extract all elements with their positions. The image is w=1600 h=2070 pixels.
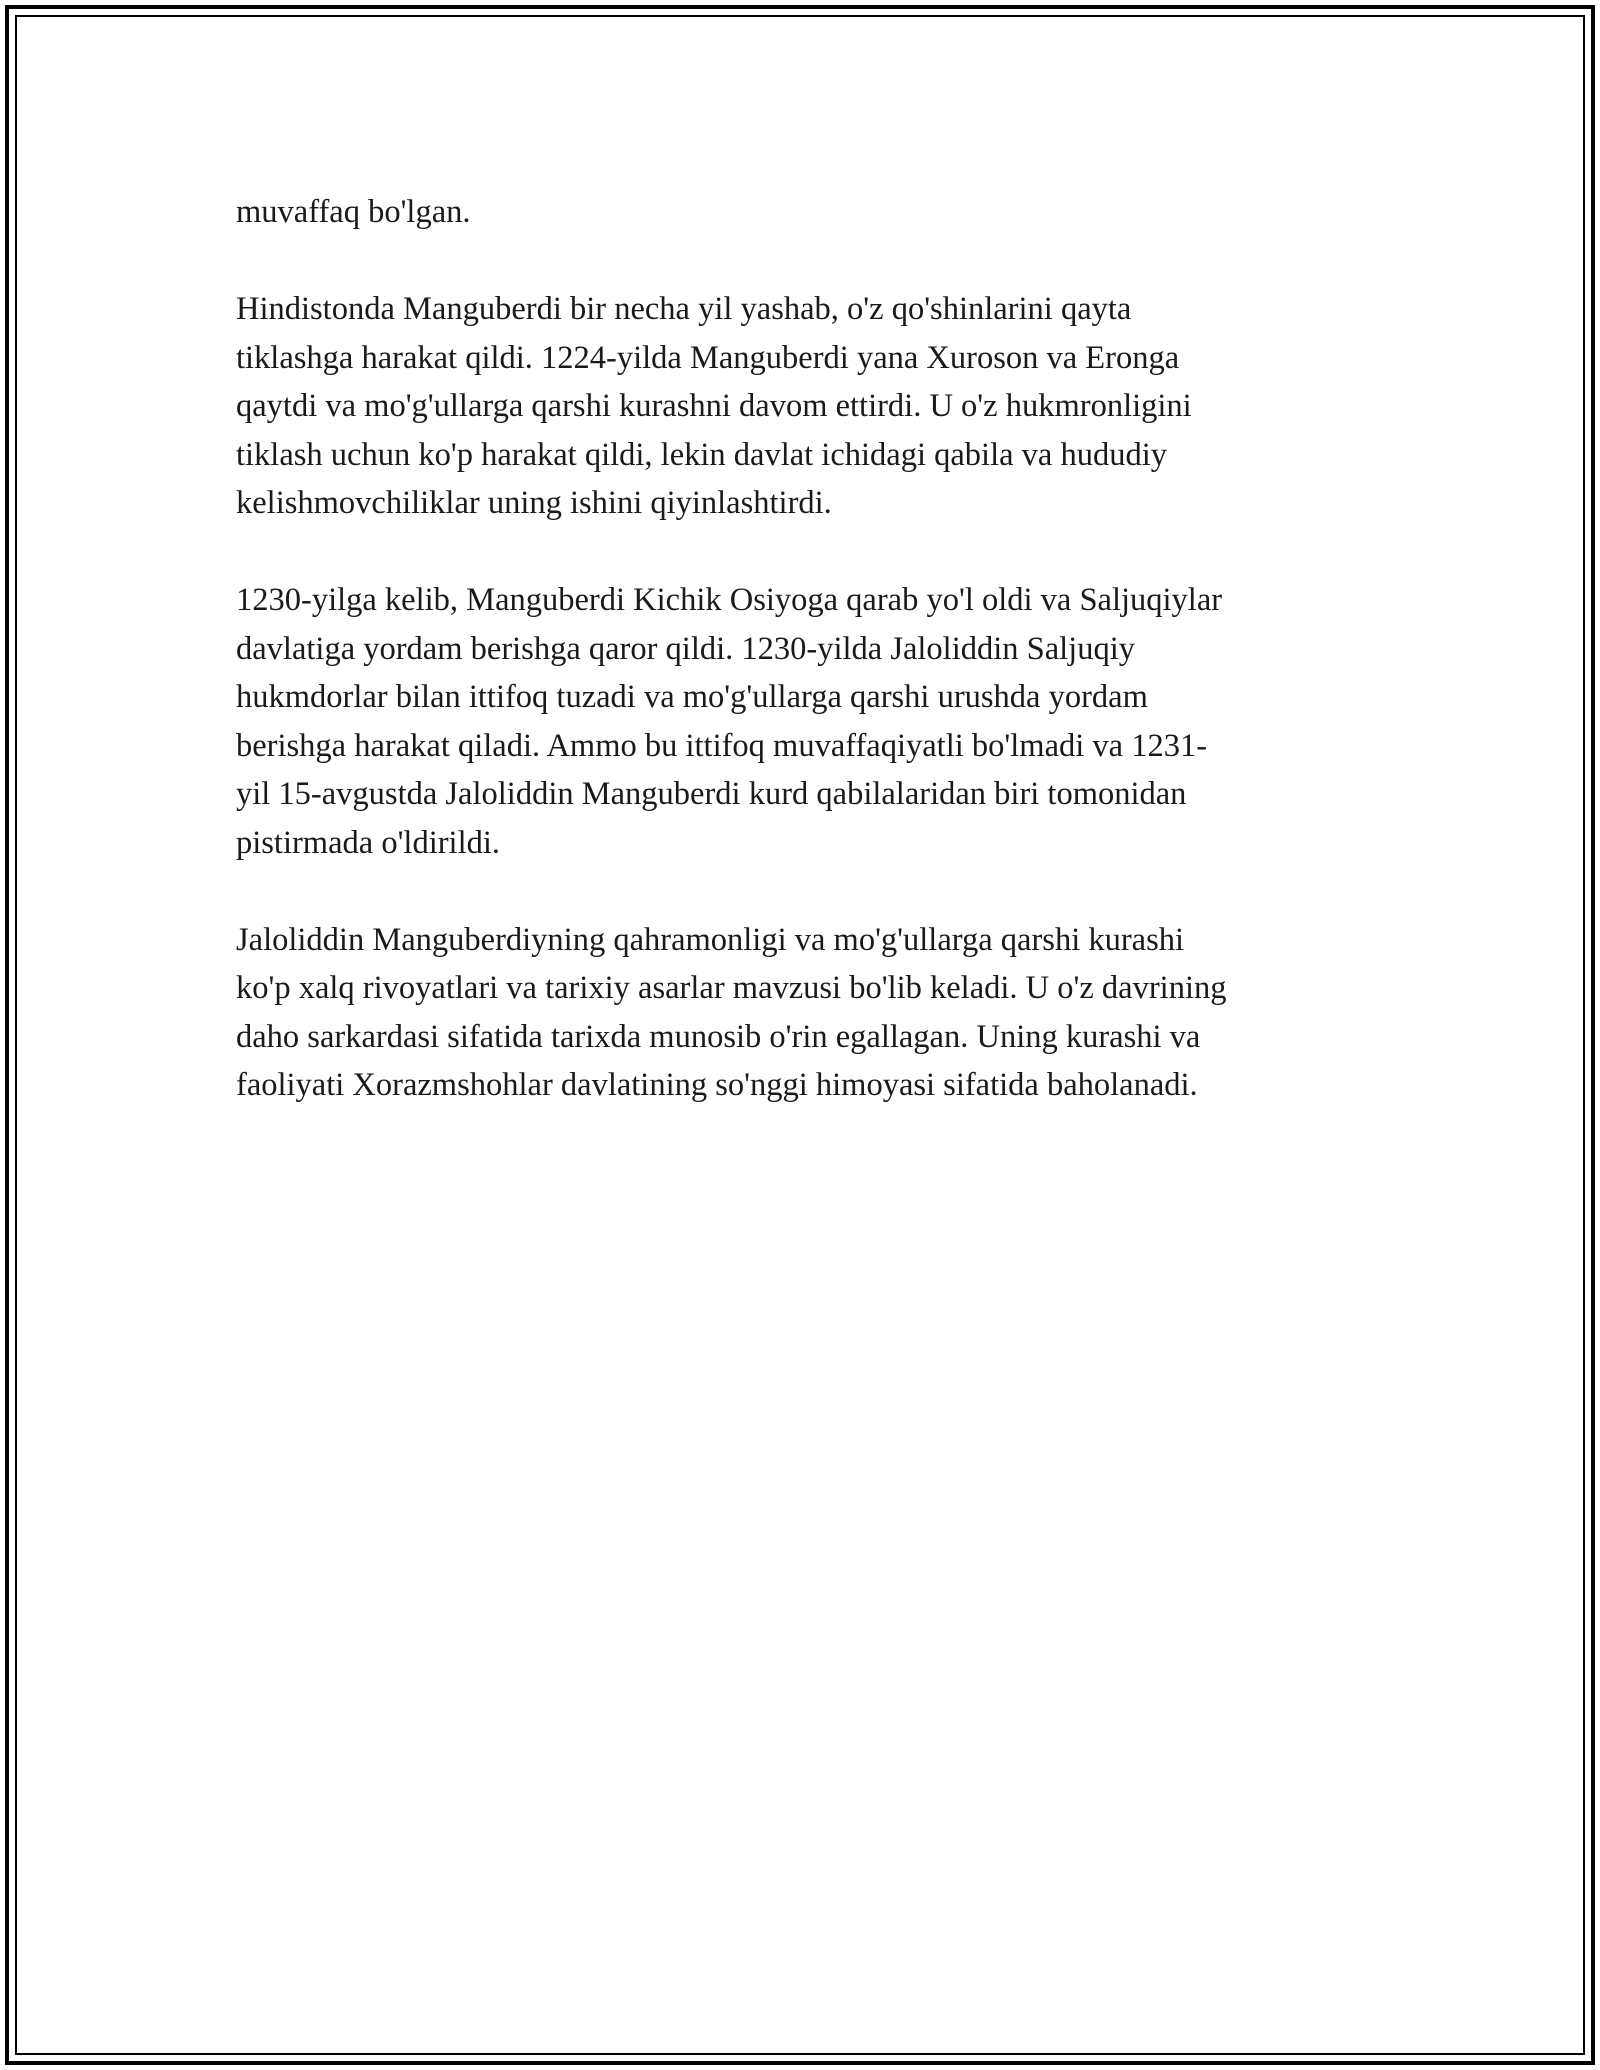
paragraph [236, 285, 1366, 528]
text-line: tiklashga harakat qildi. 1224-yilda Manguberdi yana Xuroson va Eronga [236, 339, 1180, 376]
text-line: yil 15-avgustda Jaloliddin Manguberdi kurd qabilalaridan biri tomonidan [236, 776, 1187, 812]
paragraph [236, 916, 1366, 1110]
text-line: Hindistonda Manguberdi bir necha yil yashab, o'z qo'shinlarini qayta [236, 291, 1132, 327]
paragraph [236, 188, 1366, 237]
text-line: daho sarkardasi sifatida tarixda munosib o'rin egallagan. Uning kurashi va [236, 1018, 1201, 1055]
text-line: pistirmada o'ldirildi. [236, 824, 501, 861]
text-line: 1230-yilga kelib, Manguberdi Kichik Osiyoga qarab yo'l oldi va Saljuqiylar [236, 582, 1223, 618]
text-line: berishga harakat qiladi. Ammo bu ittifoq muvaffaqiyatli bo'lmadi va 1231- [236, 727, 1208, 764]
text-line: faoliyati Xorazmshohlar davlatining so'nggi himoyasi sifatida baholanadi. [236, 1067, 1198, 1103]
paragraph [236, 576, 1366, 867]
text-line: Jaloliddin Manguberdiyning qahramonligi va mo'g'ullarga qarshi kurashi [236, 921, 1185, 958]
text-line: ko'p xalq rivoyatlari va tarixiy asarlar mavzusi bo'lib keladi. U o'z davrining [236, 970, 1227, 1006]
text-line: muvaffaq bo'lgan. [236, 194, 471, 230]
text-line: hukmdorlar bilan ittifoq tuzadi va mo'g'ullarga qarshi urushda yordam [236, 679, 1148, 715]
text-line: kelishmovchiliklar uning ishini qiyinlashtirdi. [236, 485, 832, 521]
text-line: qaytdi va mo'g'ullarga qarshi kurashni davom ettirdi. U o'z hukmronligini [236, 388, 1192, 424]
text-line: davlatiga yordam berishga qaror qildi. 1230-yilda Jaloliddin Saljuqiy [236, 630, 1135, 667]
text-line: tiklash uchun ko'p harakat qildi, lekin davlat ichidagi qabila va hududiy [236, 436, 1167, 473]
document-body [236, 188, 1366, 1158]
